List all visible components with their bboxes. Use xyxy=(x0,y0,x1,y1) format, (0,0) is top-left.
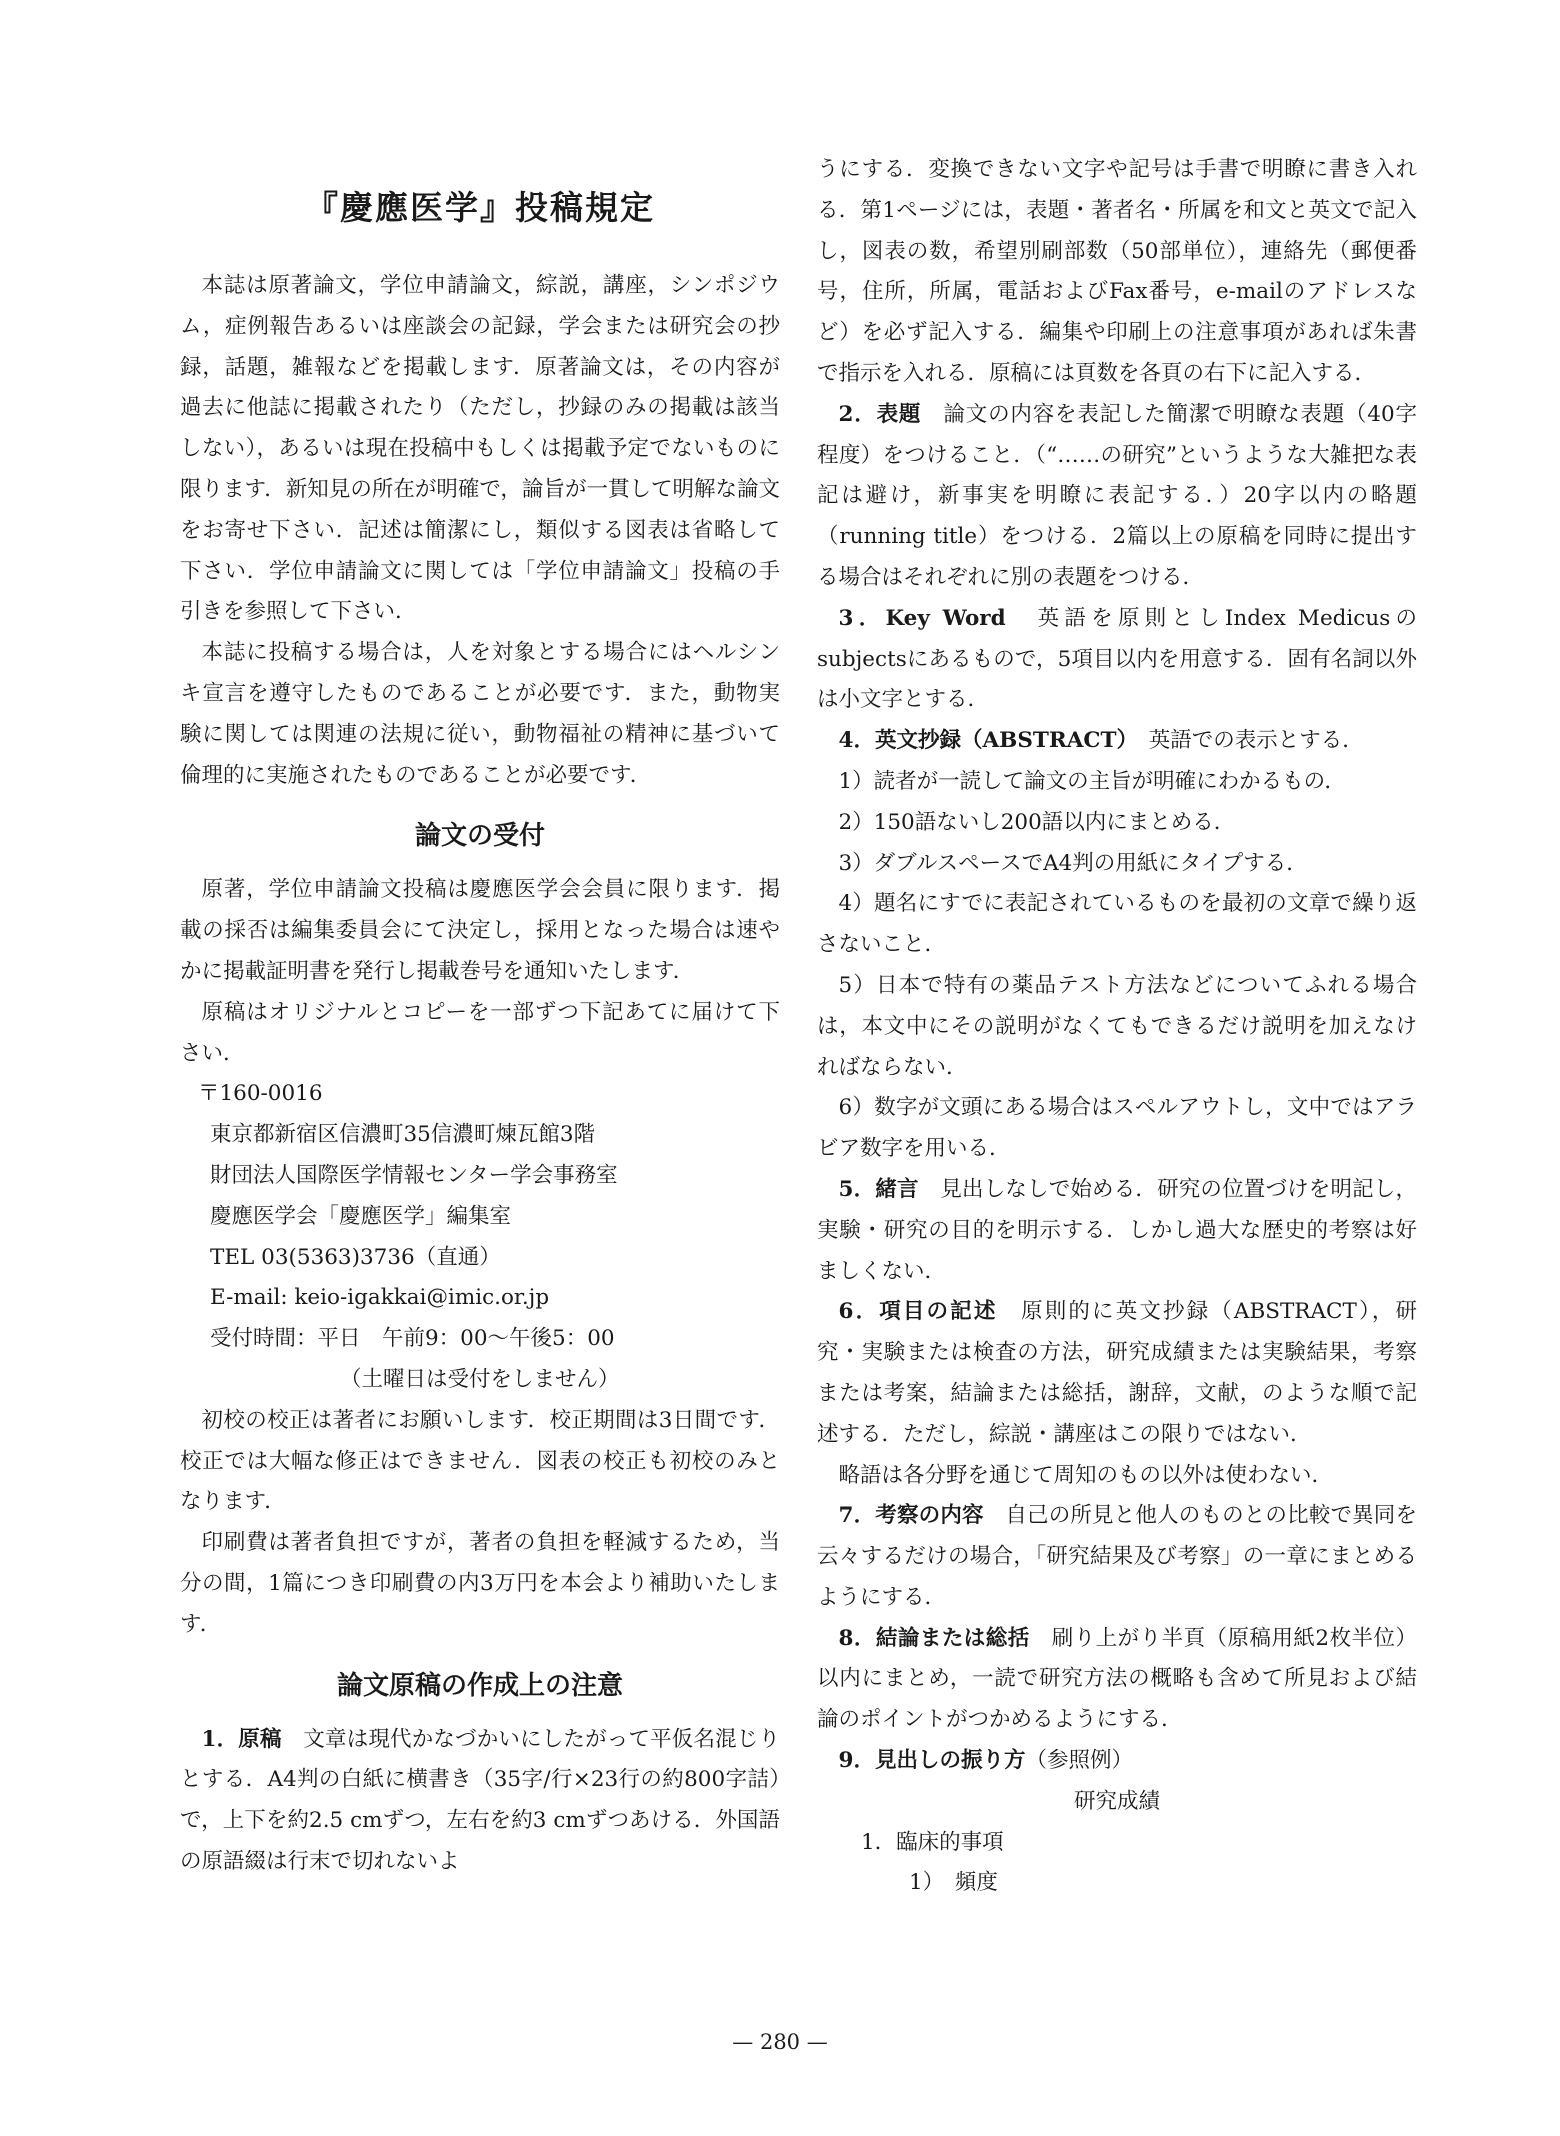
abstract-item: 6）数字が文頭にある場合はスペルアウトし，文中ではアラビア数字を用いる． xyxy=(817,1095,1417,1162)
intro-paragraph-2: 本誌に投稿する場合は，人を対象とする場合にはヘルシンキ宣言を遵守したものであることが必要です．また，動物実験に関しては関連の法規に従い，動物福祉の精神に基づいて倫理的に実施されたものであることが必要です． xyxy=(180,640,780,788)
section-2 xyxy=(817,395,1417,599)
section-8-label: 8．結論または総括 xyxy=(838,1625,1030,1651)
address-email: E-mail: keio-igakkai@imic.or.jp xyxy=(210,1285,550,1311)
section-1 xyxy=(180,1720,780,1883)
address-line-3: 慶應医学会「慶應医学」編集室 xyxy=(210,1203,512,1229)
right-column xyxy=(817,150,1417,1904)
page-number: — 280 — xyxy=(732,2030,828,2054)
address-hours: 受付時間：平日 午前9：00〜午後5：00 xyxy=(210,1326,615,1352)
section-8 xyxy=(817,1619,1417,1741)
example-level-2-wrap xyxy=(817,1863,1417,1904)
address-zip: 〒160-0016 xyxy=(198,1081,323,1107)
section-7-label: 7．考察の内容 xyxy=(838,1503,984,1529)
section-8-text: 刷り上がり半頁（原稿用紙2枚半位）以内にまとめ，一読で研究方法の概略も含めて所見および結論のポイントがつかめるようにする． xyxy=(817,1625,1417,1733)
section-6 xyxy=(817,1292,1417,1455)
intro-paragraph-1: 本誌は原著論文，学位申請論文，綜説，講座，シンポジウム，症例報告あるいは座談会の記録，学会または研究会の抄録，話題，雑報などを掲載します．原著論文は，その内容が過去に他誌に掲載されたり（ただし，抄録のみの掲載は該当しない），あるいは現在投稿中もしくは掲載予定でないものに限ります．新知見の所在が明確で，論旨が一貫して明解な論文をお寄せ下さい．記述は簡潔にし，類似する図表は省略して下さい．学位申請論文に関しては「学位申請論文」投稿の手引きを参照して下さい． xyxy=(180,273,780,625)
section-6-note: 略語は各分野を通じて周知のもの以外は使わない． xyxy=(838,1462,1334,1488)
section-5-label: 5．緒言 xyxy=(838,1176,919,1202)
section-1-text: 文章は現代かなづかいにしたがって平仮名混じりとする．A4判の白紙に横書き（35字/行×23行の約800字詰）で，上下を約2.5 cmずつ，左右を約3 cmずつあける．外国語の原語綴は行末で切れないよ xyxy=(180,1726,780,1874)
address-line-1: 東京都新宿区信濃町35信濃町煉瓦館3階 xyxy=(210,1122,596,1148)
section-4-label: 4．英文抄録（ABSTRACT） xyxy=(838,728,1128,754)
section-3-label: 3．Key Word xyxy=(838,605,1006,631)
section-9-label: 9．見出しの振り方 xyxy=(838,1748,1026,1774)
section-1-label: 1．原稿 xyxy=(201,1726,282,1752)
heading-prep: 論文原稿の作成上の注意 xyxy=(336,1670,623,1701)
section-9-text: （参照例） xyxy=(1025,1748,1133,1774)
printing-cost-paragraph: 印刷費は著者負担ですが，著者の負担を軽減するため，当分の間，1篇につき印刷費の内3万円を本会より補助いたします． xyxy=(180,1530,780,1637)
example-level-1: 1．臨床的事項 xyxy=(861,1829,1004,1855)
section-2-label: 2．表題 xyxy=(838,401,922,427)
address-hours-note: （土曜日は受付をしません） xyxy=(340,1366,620,1392)
section-6-label: 6．項目の記述 xyxy=(838,1299,998,1325)
section-7-text: 自己の所見と他人のものとの比較で異同を云々するだけの場合，「研究結果及び考察」の一章にまとめるようにする． xyxy=(817,1503,1417,1610)
address-block xyxy=(180,1074,780,1400)
section-1-continued: うにする．変換できない文字や記号は手書で明瞭に書き入れる．第1ページには，表題・著者名・所属を和文と英文で記入し，図表の数，希望別刷部数（50部単位），連絡先（郵便番号，住所，所属，電話およびFax番号，e-mailのアドレスなど）を必ず記入する．編集や印刷上の注意事項があれば朱書で指示を入れる．原稿には頁数を各頁の右下に記入する． xyxy=(817,157,1417,386)
receipt-paragraph-1: 原著，学位申請論文投稿は慶應医学会会員に限ります．掲載の採否は編集委員会にて決定し，採用となった場合は速やかに掲載証明書を発行し掲載巻号を通知いたします． xyxy=(180,877,780,984)
section-7 xyxy=(817,1496,1417,1618)
receipt-paragraph-2: 原稿はオリジナルとコピーを一部ずつ下記あてに届けて下さい． xyxy=(180,999,780,1066)
section-5-text: 見出しなしで始める．研究の位置づけを明記し，実験・研究の目的を明示する．しかし過大な歴史的考察は好ましくない． xyxy=(817,1176,1417,1284)
section-3 xyxy=(817,599,1417,721)
address-line-2: 財団法人国際医学情報センター学会事務室 xyxy=(210,1162,618,1188)
abstract-item: 3）ダブルスペースでA4判の用紙にタイプする． xyxy=(838,850,1308,876)
abstract-item: 1）読者が一読して論文の主旨が明確にわかるもの． xyxy=(838,768,1346,794)
section-4-text: 英語での表示とする． xyxy=(1148,728,1364,754)
example-level-2: 1） 頻度 xyxy=(909,1870,998,1896)
abstract-item: 4）題名にすでに表記されているものを最初の文章で繰り返さないこと． xyxy=(817,891,1417,958)
section-4 xyxy=(817,721,1417,762)
page-title: 『慶應医学』投稿規定 xyxy=(305,188,655,227)
section-6-text: 原則的に英文抄録（ABSTRACT），研究・実験または検査の方法，研究成績または実験結果，考察または考案，結論または総括，謝辞，文献，のような順で記述する．ただし，綜説・講座はこの限りではない． xyxy=(817,1299,1417,1447)
abstract-item: 2）150語ないし200語以内にまとめる． xyxy=(838,809,1236,835)
left-column xyxy=(180,150,780,1883)
section-9 xyxy=(817,1741,1417,1782)
proof-paragraph: 初校の校正は著者にお願いします．校正期間は3日間です．校正では大幅な修正はできません．図表の校正も初校のみとなります． xyxy=(180,1407,780,1515)
address-tel: TEL 03(5363)3736（直通） xyxy=(210,1244,501,1270)
heading-receipt: 論文の受付 xyxy=(414,821,545,852)
section-5 xyxy=(817,1170,1417,1292)
section-2-text: 論文の内容を表記した簡潔で明瞭な表題（40字程度）をつけること．（“……の研究”というような大雑把な表記は避け，新事実を明瞭に表記する．）20字以内の略題（running title）をつける．2篇以上の原稿を同時に提出する場合はそれぞれに別の表題をつける． xyxy=(817,401,1417,590)
abstract-item: 5）日本で特有の薬品テスト方法などについてふれる場合は，本文中にその説明がなくてもできるだけ説明を加えなければならない． xyxy=(817,972,1417,1080)
example-heading: 研究成績 xyxy=(1073,1788,1160,1814)
section-3-text: 英語を原則としIndex Medicusのsubjectsにあるもので，5項目以内を用意する．固有名詞以外は小文字とする． xyxy=(817,605,1417,713)
